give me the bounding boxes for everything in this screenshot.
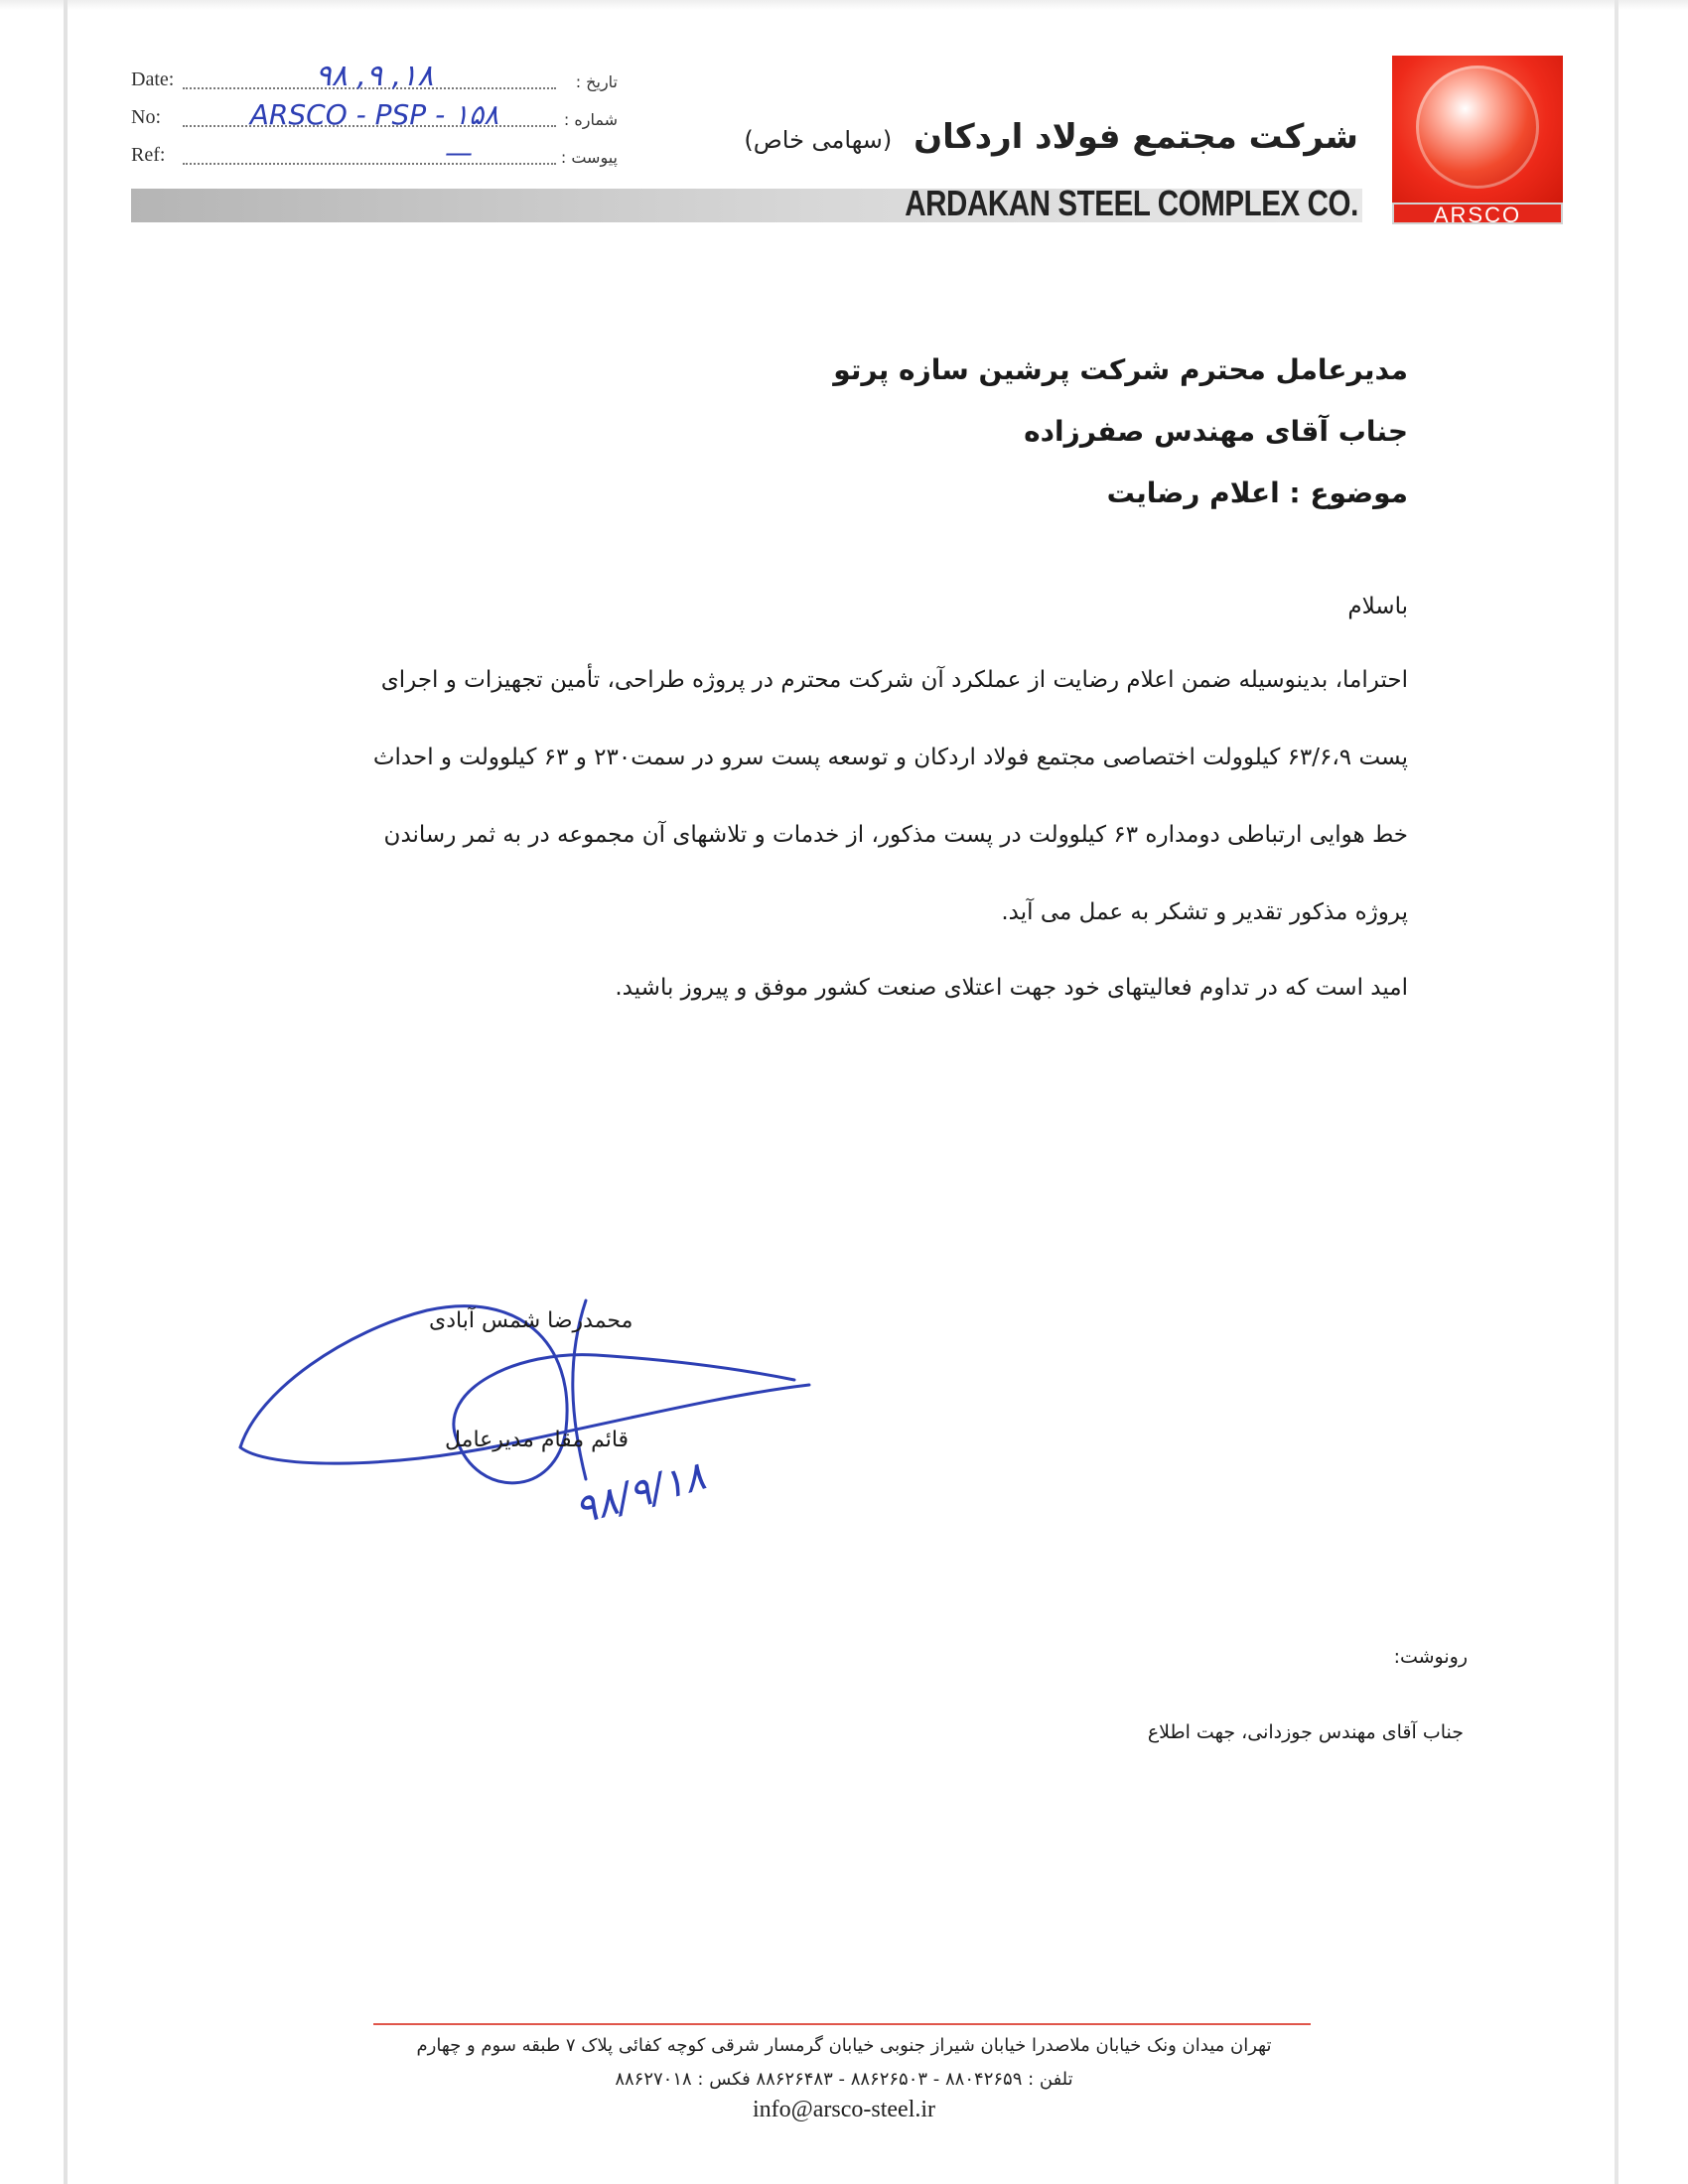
footer-email: info@arsco-steel.ir <box>752 2097 936 2122</box>
company-name-fa <box>744 117 1358 157</box>
number-value: ARSCO - PSP - ۱۵۸ <box>249 98 499 131</box>
signatory-title: قائم مقام مدیرعامل <box>445 1428 630 1452</box>
ref-label-fa: پیوست : <box>560 148 618 167</box>
cc-recipient: جناب آقای مهندس جوزدانی، جهت اطلاع <box>1147 1721 1464 1743</box>
number-label-fa: شماره : <box>563 110 618 129</box>
date-row <box>131 60 618 97</box>
date-label-fa: تاریخ : <box>575 72 618 91</box>
company-name-fa-sub: (سهامی خاص) <box>744 126 893 154</box>
body-line-4: پروژه مذکور تقدیر و تشکر به عمل می آید. <box>1001 899 1408 925</box>
date-label-en: Date: <box>131 68 175 90</box>
date-value: ۹۸ ,۹ ,۱۸ <box>315 59 434 93</box>
scan-left-edge <box>64 0 68 2184</box>
footer-phones: تلفن : ۸۸۰۴۲۶۵۹ - ۸۸۶۲۶۵۰۳ - ۸۸۶۲۶۴۸۳ فکس : ۸۸۶۲۷۰۱۸ <box>615 2069 1073 2090</box>
closing-line: امید است که در تداوم فعالیتهای خود جهت اعتلای صنعت کشور موفق و پیروز باشید. <box>615 975 1408 1001</box>
cc-label: رونوشت: <box>1393 1646 1468 1668</box>
ref-label-en: Ref: <box>131 144 166 166</box>
letter-subject: موضوع : اعلام رضایت <box>1106 477 1408 509</box>
footer-divider <box>373 2023 1311 2025</box>
body-line-1: احتراما، بدینوسیله ضمن اعلام رضایت از عملکرد آن شرکت محترم در پروژه طراحی، تأمین تجهیزات و اجرای <box>380 667 1408 693</box>
letter-meta <box>131 60 618 173</box>
scan-right-edge <box>1615 0 1618 2184</box>
addressee-line-1: مدیرعامل محترم شرکت پرشین سازه پرتو <box>833 353 1408 386</box>
number-label-en: No: <box>131 106 161 128</box>
ref-row <box>131 135 618 173</box>
greeting: باسلام <box>1347 594 1408 619</box>
body-line-2: پست ۶۳/۶،۹ کیلوولت اختصاصی مجتمع فولاد اردکان و توسعه پست سرو در سمت۲۳۰ و ۶۳ کیلوولت و احداث <box>372 745 1408 770</box>
handwritten-signature <box>228 1271 824 1509</box>
signatory-name: محمدرضا شمس آبادی <box>429 1308 633 1333</box>
body-line-3: خط هوایی ارتباطی دومداره ۶۳ کیلوولت در پست مذکور، از خدمات و تلاشهای آن مجموعه در به ثمر رساندن <box>383 822 1408 848</box>
company-name-fa-main: شرکت مجتمع فولاد اردکان <box>914 117 1358 157</box>
footer-address: تهران میدان ونک خیابان ملاصدرا خیابان شیراز جنوبی خیابان گرمسار شرقی کوچه کفائی پلاک ۷ طبقه سوم و چهارم <box>416 2035 1272 2056</box>
logo-sphere-icon <box>1416 66 1539 189</box>
scan-top-edge <box>0 0 1688 10</box>
logo-red-square <box>1392 56 1563 203</box>
signature-date: ۹۸/۹/۱۸ <box>569 1452 711 1535</box>
logo-text: ARSCO <box>1392 203 1563 224</box>
company-name-en: ARDAKAN STEEL COMPLEX CO. <box>905 183 1358 223</box>
addressee-line-2: جناب آقای مهندس صفرزاده <box>1024 415 1408 448</box>
number-row <box>131 97 618 135</box>
ref-value: — <box>445 136 473 169</box>
arsco-logo <box>1392 56 1563 227</box>
